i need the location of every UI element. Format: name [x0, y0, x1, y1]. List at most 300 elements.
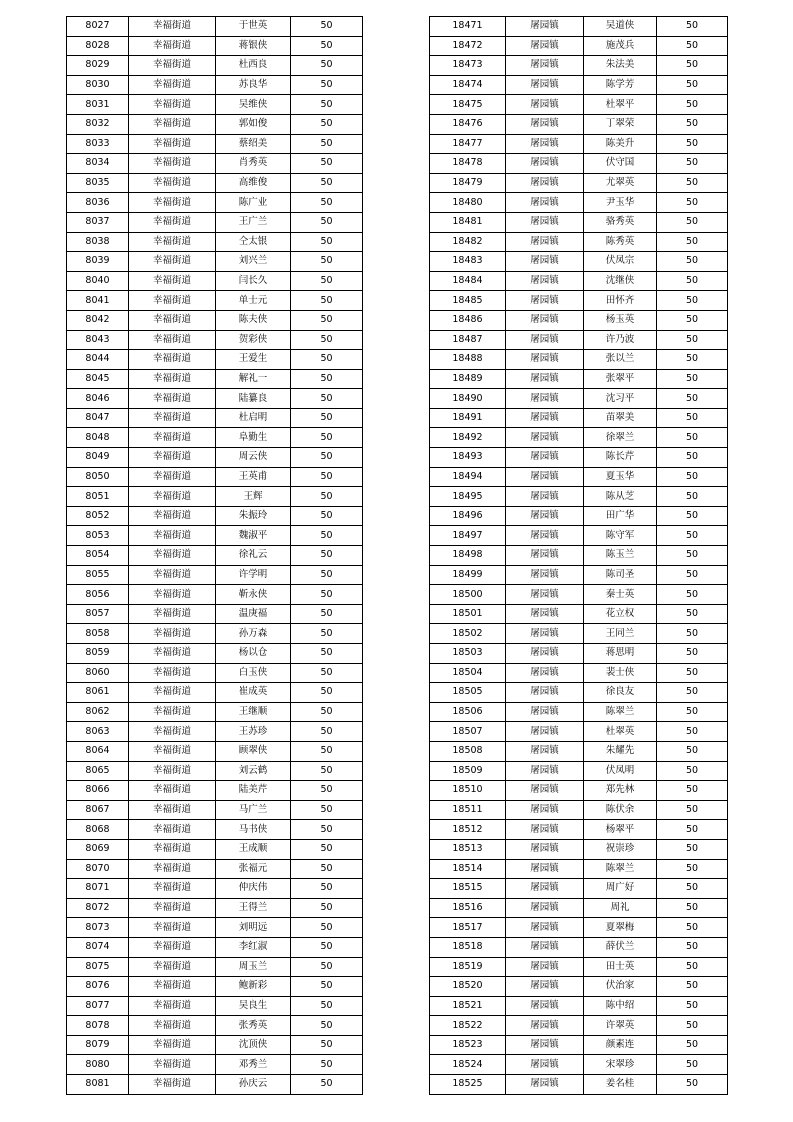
district-cell: 屠园镇 — [506, 310, 584, 330]
district-cell: 屠园镇 — [506, 114, 584, 134]
district-cell: 屠园镇 — [506, 252, 584, 272]
serial-number-cell: 8056 — [67, 585, 129, 605]
person-name-cell: 陈守军 — [584, 526, 657, 546]
table-row — [430, 271, 728, 291]
table-row — [67, 428, 363, 448]
serial-number-cell: 18523 — [430, 1035, 506, 1055]
district-cell: 幸福街道 — [129, 918, 216, 938]
person-name-cell: 张秀英 — [216, 1016, 291, 1036]
serial-number-cell: 18519 — [430, 957, 506, 977]
district-cell: 幸福街道 — [129, 879, 216, 899]
amount-cell: 50 — [657, 173, 728, 193]
person-name-cell: 王继顺 — [216, 702, 291, 722]
amount-cell: 50 — [291, 330, 363, 350]
amount-cell: 50 — [657, 839, 728, 859]
table-row — [430, 75, 728, 95]
serial-number-cell: 8034 — [67, 154, 129, 174]
district-cell: 屠园镇 — [506, 663, 584, 683]
serial-number-cell: 18486 — [430, 310, 506, 330]
table-row — [67, 820, 363, 840]
person-name-cell: 陈学芳 — [584, 75, 657, 95]
amount-cell: 50 — [657, 644, 728, 664]
serial-number-cell: 8027 — [67, 17, 129, 37]
table-row — [430, 428, 728, 448]
serial-number-cell: 8067 — [67, 800, 129, 820]
table-row — [67, 702, 363, 722]
serial-number-cell: 18472 — [430, 36, 506, 56]
amount-cell: 50 — [291, 291, 363, 311]
district-cell: 幸福街道 — [129, 448, 216, 468]
person-name-cell: 伏凤宗 — [584, 252, 657, 272]
amount-cell: 50 — [657, 310, 728, 330]
serial-number-cell: 8035 — [67, 173, 129, 193]
serial-number-cell: 18517 — [430, 918, 506, 938]
table-row — [430, 252, 728, 272]
amount-cell: 50 — [657, 487, 728, 507]
table-row — [67, 546, 363, 566]
person-name-cell: 鲍新彩 — [216, 977, 291, 997]
district-cell: 幸福街道 — [129, 957, 216, 977]
table-row — [67, 212, 363, 232]
district-cell: 屠园镇 — [506, 173, 584, 193]
table-row — [430, 114, 728, 134]
table-row — [430, 350, 728, 370]
serial-number-cell: 18511 — [430, 800, 506, 820]
district-cell: 幸福街道 — [129, 820, 216, 840]
person-name-cell: 朱振玲 — [216, 506, 291, 526]
table-row — [67, 350, 363, 370]
district-cell: 屠园镇 — [506, 428, 584, 448]
district-cell: 幸福街道 — [129, 36, 216, 56]
serial-number-cell: 8053 — [67, 526, 129, 546]
person-name-cell: 吴道侠 — [584, 17, 657, 37]
table-row — [430, 781, 728, 801]
person-name-cell: 陈玉兰 — [584, 546, 657, 566]
table-row — [430, 526, 728, 546]
person-name-cell: 周玉兰 — [216, 957, 291, 977]
person-name-cell: 温庚福 — [216, 604, 291, 624]
district-cell: 幸福街道 — [129, 565, 216, 585]
district-cell: 屠园镇 — [506, 761, 584, 781]
amount-cell: 50 — [291, 389, 363, 409]
person-name-cell: 陆纂良 — [216, 389, 291, 409]
table-row — [67, 977, 363, 997]
person-name-cell: 骆秀英 — [584, 212, 657, 232]
serial-number-cell: 18515 — [430, 879, 506, 899]
serial-number-cell: 18476 — [430, 114, 506, 134]
amount-cell: 50 — [657, 663, 728, 683]
serial-number-cell: 8073 — [67, 918, 129, 938]
amount-cell: 50 — [657, 1075, 728, 1095]
person-name-cell: 杜西良 — [216, 56, 291, 76]
amount-cell: 50 — [291, 1035, 363, 1055]
person-name-cell: 杨玉英 — [584, 310, 657, 330]
table-row — [67, 859, 363, 879]
district-cell: 幸福街道 — [129, 702, 216, 722]
district-cell: 幸福街道 — [129, 252, 216, 272]
amount-cell: 50 — [657, 154, 728, 174]
table-row — [67, 526, 363, 546]
serial-number-cell: 8074 — [67, 937, 129, 957]
table-row — [430, 898, 728, 918]
serial-number-cell: 18484 — [430, 271, 506, 291]
district-cell: 屠园镇 — [506, 898, 584, 918]
amount-cell: 50 — [291, 624, 363, 644]
amount-cell: 50 — [291, 604, 363, 624]
serial-number-cell: 8036 — [67, 193, 129, 213]
person-name-cell: 夏玉华 — [584, 467, 657, 487]
person-name-cell: 朱法美 — [584, 56, 657, 76]
district-cell: 幸福街道 — [129, 624, 216, 644]
serial-number-cell: 18489 — [430, 369, 506, 389]
serial-number-cell: 8081 — [67, 1075, 129, 1095]
serial-number-cell: 18518 — [430, 937, 506, 957]
serial-number-cell: 18495 — [430, 487, 506, 507]
district-cell: 屠园镇 — [506, 918, 584, 938]
table-row — [67, 565, 363, 585]
table-row — [67, 1016, 363, 1036]
table-row — [67, 36, 363, 56]
table-row — [430, 879, 728, 899]
serial-number-cell: 18483 — [430, 252, 506, 272]
table-row — [430, 1055, 728, 1075]
serial-number-cell: 8068 — [67, 820, 129, 840]
serial-number-cell: 8055 — [67, 565, 129, 585]
table-row — [430, 977, 728, 997]
right-roster-table — [429, 16, 728, 1095]
serial-number-cell: 18494 — [430, 467, 506, 487]
district-cell: 幸福街道 — [129, 193, 216, 213]
amount-cell: 50 — [291, 448, 363, 468]
person-name-cell: 尹玉华 — [584, 193, 657, 213]
serial-number-cell: 18507 — [430, 722, 506, 742]
table-row — [67, 1075, 363, 1095]
table-row — [67, 291, 363, 311]
serial-number-cell: 18490 — [430, 389, 506, 409]
table-row — [430, 918, 728, 938]
table-row — [430, 604, 728, 624]
person-name-cell: 陈从芝 — [584, 487, 657, 507]
person-name-cell: 苗翠美 — [584, 408, 657, 428]
serial-number-cell: 8041 — [67, 291, 129, 311]
person-name-cell: 陈翠兰 — [584, 702, 657, 722]
table-row — [430, 683, 728, 703]
district-cell: 屠园镇 — [506, 644, 584, 664]
district-cell: 屠园镇 — [506, 820, 584, 840]
serial-number-cell: 8070 — [67, 859, 129, 879]
serial-number-cell: 8049 — [67, 448, 129, 468]
table-row — [430, 546, 728, 566]
amount-cell: 50 — [291, 271, 363, 291]
table-row — [430, 702, 728, 722]
person-name-cell: 王同兰 — [584, 624, 657, 644]
person-name-cell: 张翠平 — [584, 369, 657, 389]
amount-cell: 50 — [657, 1035, 728, 1055]
table-row — [430, 487, 728, 507]
serial-number-cell: 8031 — [67, 95, 129, 115]
serial-number-cell: 8029 — [67, 56, 129, 76]
person-name-cell: 杨以仓 — [216, 644, 291, 664]
person-name-cell: 许学明 — [216, 565, 291, 585]
district-cell: 屠园镇 — [506, 330, 584, 350]
table-row — [430, 859, 728, 879]
serial-number-cell: 18474 — [430, 75, 506, 95]
amount-cell: 50 — [657, 271, 728, 291]
amount-cell: 50 — [291, 252, 363, 272]
table-row — [67, 1035, 363, 1055]
serial-number-cell: 18481 — [430, 212, 506, 232]
district-cell: 屠园镇 — [506, 232, 584, 252]
amount-cell: 50 — [657, 448, 728, 468]
serial-number-cell: 18478 — [430, 154, 506, 174]
amount-cell: 50 — [291, 56, 363, 76]
district-cell: 屠园镇 — [506, 781, 584, 801]
district-cell: 屠园镇 — [506, 683, 584, 703]
serial-number-cell: 18504 — [430, 663, 506, 683]
person-name-cell: 仲庆伟 — [216, 879, 291, 899]
person-name-cell: 徐良友 — [584, 683, 657, 703]
serial-number-cell: 18482 — [430, 232, 506, 252]
amount-cell: 50 — [657, 212, 728, 232]
amount-cell: 50 — [657, 898, 728, 918]
serial-number-cell: 18496 — [430, 506, 506, 526]
district-cell: 幸福街道 — [129, 467, 216, 487]
amount-cell: 50 — [291, 565, 363, 585]
table-row — [430, 193, 728, 213]
amount-cell: 50 — [291, 428, 363, 448]
serial-number-cell: 8040 — [67, 271, 129, 291]
amount-cell: 50 — [291, 937, 363, 957]
amount-cell: 50 — [657, 585, 728, 605]
person-name-cell: 郭如俊 — [216, 114, 291, 134]
district-cell: 屠园镇 — [506, 154, 584, 174]
person-name-cell: 于世英 — [216, 17, 291, 37]
right-roster-body — [430, 17, 728, 1095]
table-row — [67, 448, 363, 468]
table-row — [67, 154, 363, 174]
district-cell: 屠园镇 — [506, 271, 584, 291]
person-name-cell: 杜翠英 — [584, 722, 657, 742]
serial-number-cell: 18503 — [430, 644, 506, 664]
person-name-cell: 丁翠荣 — [584, 114, 657, 134]
district-cell: 幸福街道 — [129, 800, 216, 820]
table-row — [430, 506, 728, 526]
person-name-cell: 王广兰 — [216, 212, 291, 232]
district-cell: 幸福街道 — [129, 291, 216, 311]
amount-cell: 50 — [291, 487, 363, 507]
district-cell: 幸福街道 — [129, 526, 216, 546]
amount-cell: 50 — [291, 644, 363, 664]
amount-cell: 50 — [657, 879, 728, 899]
table-row — [67, 310, 363, 330]
table-row — [430, 565, 728, 585]
table-row — [67, 1055, 363, 1075]
serial-number-cell: 8043 — [67, 330, 129, 350]
serial-number-cell: 18520 — [430, 977, 506, 997]
table-row — [430, 1016, 728, 1036]
left-roster-body — [67, 17, 363, 1095]
amount-cell: 50 — [291, 134, 363, 154]
serial-number-cell: 8064 — [67, 741, 129, 761]
person-name-cell: 花立权 — [584, 604, 657, 624]
person-name-cell: 夏翠梅 — [584, 918, 657, 938]
table-row — [430, 644, 728, 664]
serial-number-cell: 18500 — [430, 585, 506, 605]
person-name-cell: 王英甫 — [216, 467, 291, 487]
amount-cell: 50 — [291, 546, 363, 566]
person-name-cell: 施茂兵 — [584, 36, 657, 56]
serial-number-cell: 8048 — [67, 428, 129, 448]
district-cell: 屠园镇 — [506, 350, 584, 370]
amount-cell: 50 — [657, 114, 728, 134]
serial-number-cell: 8028 — [67, 36, 129, 56]
table-row — [67, 741, 363, 761]
serial-number-cell: 18514 — [430, 859, 506, 879]
serial-number-cell: 8058 — [67, 624, 129, 644]
amount-cell: 50 — [291, 702, 363, 722]
table-row — [67, 604, 363, 624]
person-name-cell: 刘明远 — [216, 918, 291, 938]
serial-number-cell: 8072 — [67, 898, 129, 918]
amount-cell: 50 — [291, 193, 363, 213]
district-cell: 屠园镇 — [506, 1055, 584, 1075]
serial-number-cell: 18491 — [430, 408, 506, 428]
serial-number-cell: 18506 — [430, 702, 506, 722]
amount-cell: 50 — [657, 800, 728, 820]
table-row — [67, 683, 363, 703]
amount-cell: 50 — [291, 408, 363, 428]
district-cell: 屠园镇 — [506, 839, 584, 859]
table-row — [67, 918, 363, 938]
amount-cell: 50 — [291, 722, 363, 742]
amount-cell: 50 — [657, 95, 728, 115]
person-name-cell: 沈习平 — [584, 389, 657, 409]
person-name-cell: 王得兰 — [216, 898, 291, 918]
person-name-cell: 杜翠平 — [584, 95, 657, 115]
district-cell: 幸福街道 — [129, 75, 216, 95]
person-name-cell: 贺彩侠 — [216, 330, 291, 350]
table-row — [67, 879, 363, 899]
person-name-cell: 田怀齐 — [584, 291, 657, 311]
district-cell: 屠园镇 — [506, 741, 584, 761]
district-cell: 屠园镇 — [506, 467, 584, 487]
amount-cell: 50 — [657, 624, 728, 644]
district-cell: 幸福街道 — [129, 859, 216, 879]
district-cell: 屠园镇 — [506, 36, 584, 56]
table-row — [430, 173, 728, 193]
district-cell: 幸福街道 — [129, 546, 216, 566]
district-cell: 幸福街道 — [129, 487, 216, 507]
amount-cell: 50 — [657, 996, 728, 1016]
serial-number-cell: 18488 — [430, 350, 506, 370]
person-name-cell: 薛伏兰 — [584, 937, 657, 957]
serial-number-cell: 18501 — [430, 604, 506, 624]
serial-number-cell: 18475 — [430, 95, 506, 115]
amount-cell: 50 — [657, 937, 728, 957]
serial-number-cell: 8071 — [67, 879, 129, 899]
table-row — [430, 330, 728, 350]
person-name-cell: 张福元 — [216, 859, 291, 879]
amount-cell: 50 — [657, 428, 728, 448]
amount-cell: 50 — [291, 232, 363, 252]
table-row — [430, 56, 728, 76]
person-name-cell: 马书侠 — [216, 820, 291, 840]
serial-number-cell: 8051 — [67, 487, 129, 507]
amount-cell: 50 — [657, 1016, 728, 1036]
table-row — [430, 448, 728, 468]
district-cell: 幸福街道 — [129, 428, 216, 448]
person-name-cell: 解礼一 — [216, 369, 291, 389]
table-row — [67, 898, 363, 918]
district-cell: 幸福街道 — [129, 977, 216, 997]
person-name-cell: 秦士英 — [584, 585, 657, 605]
table-row — [430, 761, 728, 781]
district-cell: 幸福街道 — [129, 898, 216, 918]
table-row — [67, 330, 363, 350]
serial-number-cell: 8047 — [67, 408, 129, 428]
amount-cell: 50 — [657, 506, 728, 526]
district-cell: 屠园镇 — [506, 56, 584, 76]
person-name-cell: 吴良生 — [216, 996, 291, 1016]
district-cell: 屠园镇 — [506, 879, 584, 899]
person-name-cell: 伏凤明 — [584, 761, 657, 781]
district-cell: 屠园镇 — [506, 408, 584, 428]
district-cell: 幸福街道 — [129, 310, 216, 330]
serial-number-cell: 18487 — [430, 330, 506, 350]
table-row — [67, 722, 363, 742]
amount-cell: 50 — [657, 408, 728, 428]
table-row — [430, 310, 728, 330]
serial-number-cell: 8076 — [67, 977, 129, 997]
table-row — [430, 624, 728, 644]
person-name-cell: 祝崇珍 — [584, 839, 657, 859]
district-cell: 屠园镇 — [506, 291, 584, 311]
amount-cell: 50 — [291, 1016, 363, 1036]
district-cell: 屠园镇 — [506, 859, 584, 879]
amount-cell: 50 — [657, 526, 728, 546]
serial-number-cell: 8065 — [67, 761, 129, 781]
table-row — [67, 663, 363, 683]
district-cell: 屠园镇 — [506, 702, 584, 722]
table-row — [67, 252, 363, 272]
district-cell: 幸福街道 — [129, 389, 216, 409]
person-name-cell: 吴维侠 — [216, 95, 291, 115]
person-name-cell: 宋翠珍 — [584, 1055, 657, 1075]
serial-number-cell: 8054 — [67, 546, 129, 566]
person-name-cell: 沈继侠 — [584, 271, 657, 291]
person-name-cell: 伏守国 — [584, 154, 657, 174]
table-row — [430, 389, 728, 409]
amount-cell: 50 — [291, 526, 363, 546]
table-row — [430, 154, 728, 174]
table-row — [430, 134, 728, 154]
person-name-cell: 裴士侠 — [584, 663, 657, 683]
table-row — [67, 467, 363, 487]
table-row — [430, 17, 728, 37]
amount-cell: 50 — [657, 134, 728, 154]
serial-number-cell: 8033 — [67, 134, 129, 154]
amount-cell: 50 — [291, 506, 363, 526]
serial-number-cell: 18498 — [430, 546, 506, 566]
district-cell: 幸福街道 — [129, 114, 216, 134]
person-name-cell: 尤翠英 — [584, 173, 657, 193]
amount-cell: 50 — [291, 800, 363, 820]
person-name-cell: 许翠英 — [584, 1016, 657, 1036]
table-row — [67, 761, 363, 781]
serial-number-cell: 8080 — [67, 1055, 129, 1075]
district-cell: 屠园镇 — [506, 369, 584, 389]
district-cell: 幸福街道 — [129, 937, 216, 957]
